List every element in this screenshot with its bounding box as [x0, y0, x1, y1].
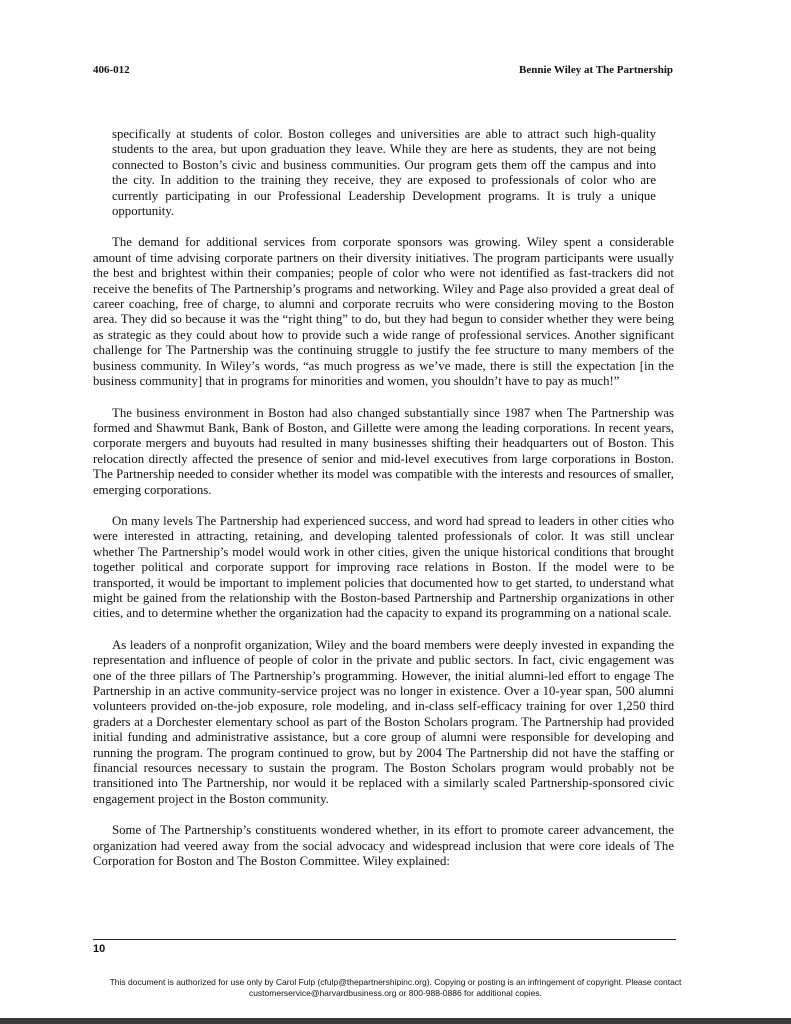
running-header-title: Bennie Wiley at The Partnership — [518, 64, 673, 76]
document-body — [93, 127, 674, 869]
block-quote: specifically at students of color. Boston colleges and universities are able to attract such high-quality students to the area, but upon graduation they leave. While they are here as students, they are not being connected to Boston’s civic and business communities. Our program gets them off the campus and into the city. In addition to the training they receive, they are exposed to professionals of color who are currently participating in our Professional Leadership Development programs. It is truly a unique opportunity. — [112, 127, 656, 219]
bottom-border — [0, 1018, 791, 1024]
body-paragraph: As leaders of a nonprofit organization, Wiley and the board members were deeply invested in expanding the representation and influence of people of color in the private and public sectors. In fact, civic engagement was one of the three pillars of The Partnership’s programming. However, the initial alumni-led effort to engage The Partnership in an active community-service project was no longer in existence. Over a 10-year span, 500 alumni volunteers provided on-the-job exposure, role modeling, and in-class self-efficacy training for over 1,250 third graders at a Dorchester elementary school as part of the Boston Scholars program. The Partnership had provided initial funding and administrative assistance, but a core group of alumni were responsible for developing and running the program. The program continued to grow, but by 2004 The Partnership did not have the staffing or financial resources necessary to sustain the program. The Boston Scholars program would probably not be transitioned into The Partnership, nor would it be replaced with a similarly scaled Partnership-sponsored civic engagement project in the Boston community. — [93, 637, 674, 806]
body-paragraph: The business environment in Boston had also changed substantially since 1987 when The Partnership was formed and Shawmut Bank, Bank of Boston, and Gillette were among the leading corporations. In recent years, corporate mergers and buyouts had resulted in many businesses shifting their headquarters out of Boston. This relocation directly affected the presence of senior and mid-level executives from large corporations in Boston. The Partnership needed to consider whether its model was compatible with the interests and resources of smaller, emerging corporations. — [93, 405, 674, 497]
body-paragraph: Some of The Partnership’s constituents wondered whether, in its effort to promote career advancement, the organization had veered away from the social advocacy and widespread inclusion that were core ideals of The Corporation for Boston and The Boston Committee. Wiley explained: — [93, 823, 674, 869]
copyright-line: customerservice@harvardbusiness.org or 800-988-0886 for additional copies. — [248, 988, 543, 998]
page-number: 10 — [93, 943, 106, 955]
document-code: 406-012 — [93, 64, 130, 76]
footer-divider — [93, 939, 676, 940]
body-paragraph: The demand for additional services from corporate sponsors was growing. Wiley spent a considerable amount of time advising corporate partners on their diversity initiatives. The program participants were usually the best and brightest within their companies; people of color who were not identified as fast-trackers did not receive the benefits of The Partnership’s programs and networking. Wiley and Page also provided a great deal of career coaching, free of charge, to alumni and corporate recruits who were considering moving to the Boston area. They did so because it was the “right thing” to do, but they had begun to consider whether they were being as strategic as they could about how to provide such a wide range of professional services. Another significant challenge for The Partnership was the continuing struggle to justify the fee structure to many members of the business community. In Wiley’s words, “as much progress as we’ve made, there is still the expectation [in the business community] that in programs for minorities and women, you shouldn’t have to pay as much!” — [93, 235, 674, 389]
copyright-line: This document is authorized for use only by Carol Fulp (cfulp@thepartnershipinc.org). Copying or posting is an infringement of copyright. Please contact — [109, 977, 682, 987]
body-paragraph: On many levels The Partnership had experienced success, and word had spread to leaders in other cities who were interested in attracting, retaining, and developing talented professionals of color. It was still unclear whether The Partnership’s model would work in other cities, given the unique historical conditions that brought together political and corporate support for improving race relations in Boston. If the model were to be transported, it would be important to implement policies that documented how to get started, to understand what might be gained from the relationship with the Boston-based Partnership and Partnership organizations in other cities, and to determine whether the organization had the capacity to expand its programming on a national scale. — [93, 513, 674, 621]
copyright-notice — [0, 977, 791, 999]
